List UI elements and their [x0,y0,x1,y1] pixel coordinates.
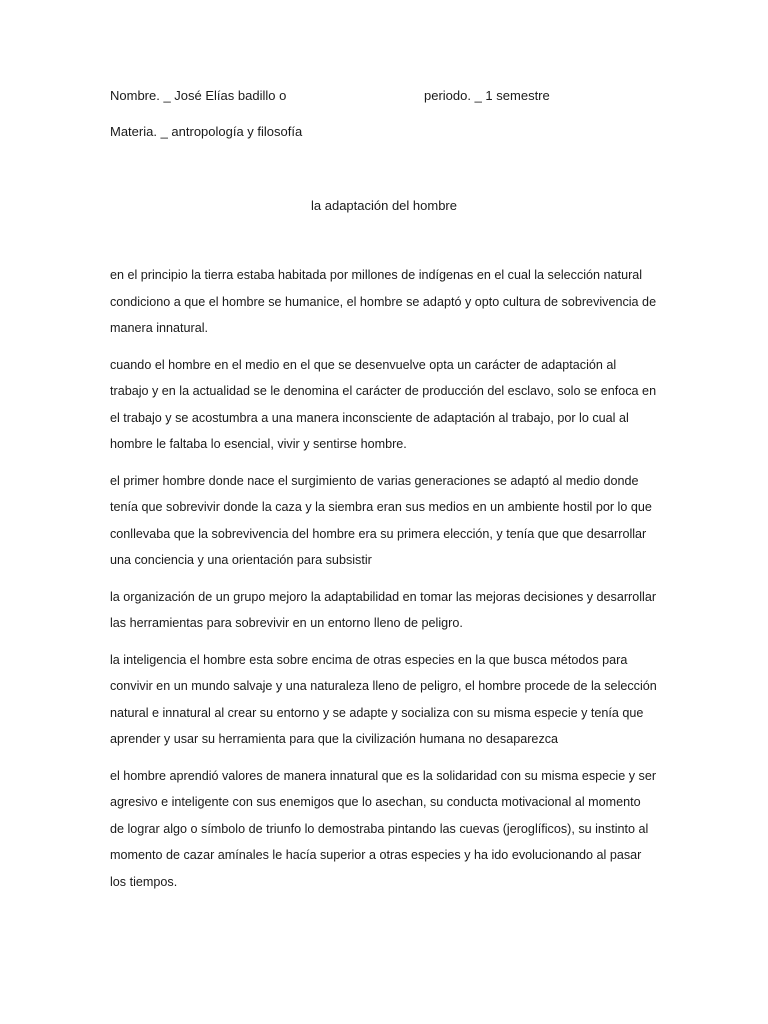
paragraph-1: en el principio la tierra estaba habitada por millones de indígenas en el cual la selección natural condiciono a que el hombre se humanice, el hombre se adaptó y opto cultura de sobrevivencia de manera innatural. [110,268,657,335]
student-name: Nombre. _ José Elías badillo o [110,88,287,103]
paragraph-5: la inteligencia el hombre esta sobre encima de otras especies en la que busca métodos para convivir en un mundo salvaje y una naturaleza lleno de peligro, el hombre procede de la selección natural e innatural al crear su entorno y se adapte y socializa con su misma especie y tenía que aprender y usar su herramienta para que la civilización humana no desaparezca [110,652,657,746]
subject-label: Materia. _ antropología y filosofía [110,124,303,139]
paragraph-3: el primer hombre donde nace el surgimiento de varias generaciones se adaptó al medio donde tenía que sobrevivir donde la caza y la siembra eran sus medios en un ambiente hostil por lo que conllevaba que la sobrevivencia del hombre era su primera elección, y tenía que que desarrollar una conciencia y una orientación para subsistir [110,473,652,567]
document-title: la adaptación del hombre [311,198,457,213]
document-body [110,262,658,905]
period-label: periodo. _ 1 semestre [424,88,550,103]
paragraph-6: el hombre aprendió valores de manera innatural que es la solidaridad con su misma especie y ser agresivo e inteligente con sus enemigos que lo asechan, su conducta motivacional al momento de lograr algo o símbolo de triunfo lo demostraba pintando las cuevas (jeroglíficos), su instinto al momento de cazar amínales le hacía superior a otras especies y ha ido evolucionando al pasar los tiempos. [110,768,657,889]
paragraph-4: la organización de un grupo mejoro la adaptabilidad en tomar las mejoras decisiones y desarrollar las herramientas para sobrevivir en un entorno lleno de peligro. [110,589,657,630]
paragraph-2: cuando el hombre en el medio en el que se desenvuelve opta un carácter de adaptación al trabajo y en la actualidad se le denomina el carácter de producción del esclavo, solo se enfoca en el trabajo y se acostumbra a una manera inconsciente de adaptación al trabajo, por lo cual al hombre le faltaba lo esencial, vivir y sentirse hombre. [110,357,657,451]
